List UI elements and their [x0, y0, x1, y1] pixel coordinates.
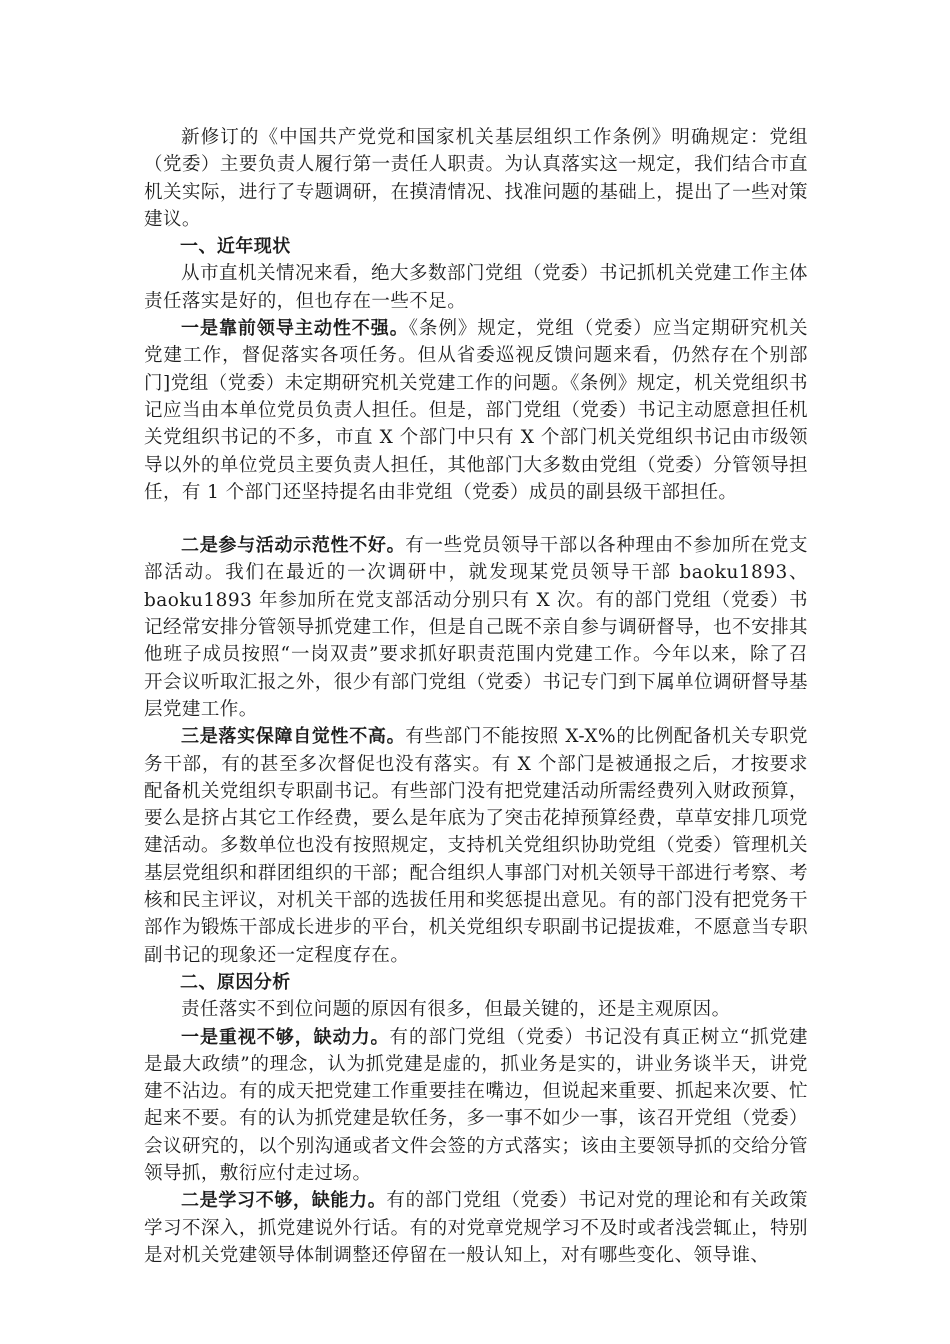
document-body	[144, 124, 808, 1269]
paragraph-text: 有的部门党组（党委）书记没有真正树立“抓党建是最大政绩”的理念，认为抓党建是虚的，抓业务是实的，讲业务谈半天，讲党建不沾边。有的成天把党建工作重要挂在嘴边，但说起来重要、抓起来次要、忙起来不要。有的认为抓党建是软任务，多一事不如少一事，该召开党组（党委）会议研究的，以个别沟通或者文件会签的方式落实；该由主要领导抓的交给分管领导抓，敷衍应付走过场。	[144, 1026, 808, 1184]
paragraph-text: 《条例》规定，党组（党委）应当定期研究机关党建工作，督促落实各项任务。但从省委巡视反馈问题来看，仍然存在个别部门]党组（党委）未定期研究机关党建工作的问题。《条例》规定，机关党组织书记应当由本单位党员负责人担任。但是，部门党组（党委）书记主动愿意担任机关党组织书记的不多，市直 X 个部门中只有 X 个部门机关党组织书记由市级领导以外的单位党员主要负责人担任，其他部门大多数由党组（党委）分管领导担任，有 1 个部门还坚持提名由非党组（党委）成员的副县级干部担任。	[144, 318, 808, 503]
section-heading-causes: 二、原因分析	[180, 971, 291, 993]
paragraph-lead: 二是学习不够，缺能力。	[181, 1190, 387, 1212]
paragraph-lead: 一是重视不够，缺动力。	[181, 1026, 390, 1048]
issue-two-paragraph	[144, 532, 808, 723]
issue-one-paragraph	[144, 315, 808, 506]
paragraph-lead: 三是落实保障自觉性不高。	[181, 726, 406, 748]
issue-three-paragraph	[144, 723, 808, 969]
paragraph-text: 有一些党员领导干部以各种理由不参加所在党支部活动。我们在最近的一次调研中，就发现某党员领导干部 baoku1893、baoku1893 年参加所在党支部活动分别只有 X 次。有的部门党组（党委）书记经常安排分管领导抓党建工作，但是自己既不亲自参与调研督导，也不安排其他班子成员按照“一岗双责”要求抓好职责范围内党建工作。今年以来，除了召开会议听取汇报之外，很少有部门党组（党委）书记专门到下属单位调研督导基层党建工作。	[144, 535, 808, 720]
cause-two-paragraph	[144, 1187, 808, 1269]
causes-overview-paragraph	[144, 996, 808, 1023]
paragraph-text: 新修订的《中国共产党党和国家机关基层组织工作条例》明确规定：党组（党委）主要负责人履行第一责任人职责。为认真落实这一规定，我们结合市直机关实际，进行了专题调研，在摸清情况、找准问题的基础上，提出了一些对策建议。	[144, 127, 808, 230]
intro-paragraph	[144, 124, 808, 233]
paragraph-text: 责任落实不到位问题的原因有很多，但最关键的，还是主观原因。	[181, 999, 731, 1021]
paragraph-text: 从市直机关情况来看，绝大多数部门党组（党委）书记抓机关党建工作主体责任落实是好的，但也存在一些不足。	[144, 263, 808, 312]
paragraph-lead: 一是靠前领导主动性不强。	[181, 318, 409, 340]
paragraph-spacer	[144, 506, 808, 532]
section-heading-status: 一、近年现状	[180, 236, 291, 258]
status-overview-paragraph	[144, 260, 808, 315]
paragraph-text: 有些部门不能按照 X-X%的比例配备机关专职党务干部，有的甚至多次督促也没有落实。有 X 个部门是被通报之后，才按要求配备机关党组织专职副书记。有些部门没有把党建活动所需经费列入财政预算，要么是挤占其它工作经费，要么是年底为了突击花掉预算经费，草草安排几项党建活动。多数单位也没有按照规定，支持机关党组织协助党组（党委）管理机关基层党组织和群团组织的干部；配合组织人事部门对机关领导干部进行考察、考核和民主评议，对机关干部的选拔任用和奖惩提出意见。有的部门没有把党务干部作为锻炼干部成长进步的平台，机关党组织专职副书记提拔难，不愿意当专职副书记的现象还一定程度存在。	[144, 726, 808, 966]
paragraph-lead: 二是参与活动示范性不好。	[181, 535, 406, 557]
paragraph-text: 有的部门党组（党委）书记对党的理论和有关政策学习不深入，抓党建说外行话。有的对党章党规学习不及时或者浅尝辄止，特别是对机关党建领导体制调整还停留在一般认知上，对有哪些变化、领导谁、	[144, 1190, 808, 1266]
cause-one-paragraph	[144, 1024, 808, 1188]
